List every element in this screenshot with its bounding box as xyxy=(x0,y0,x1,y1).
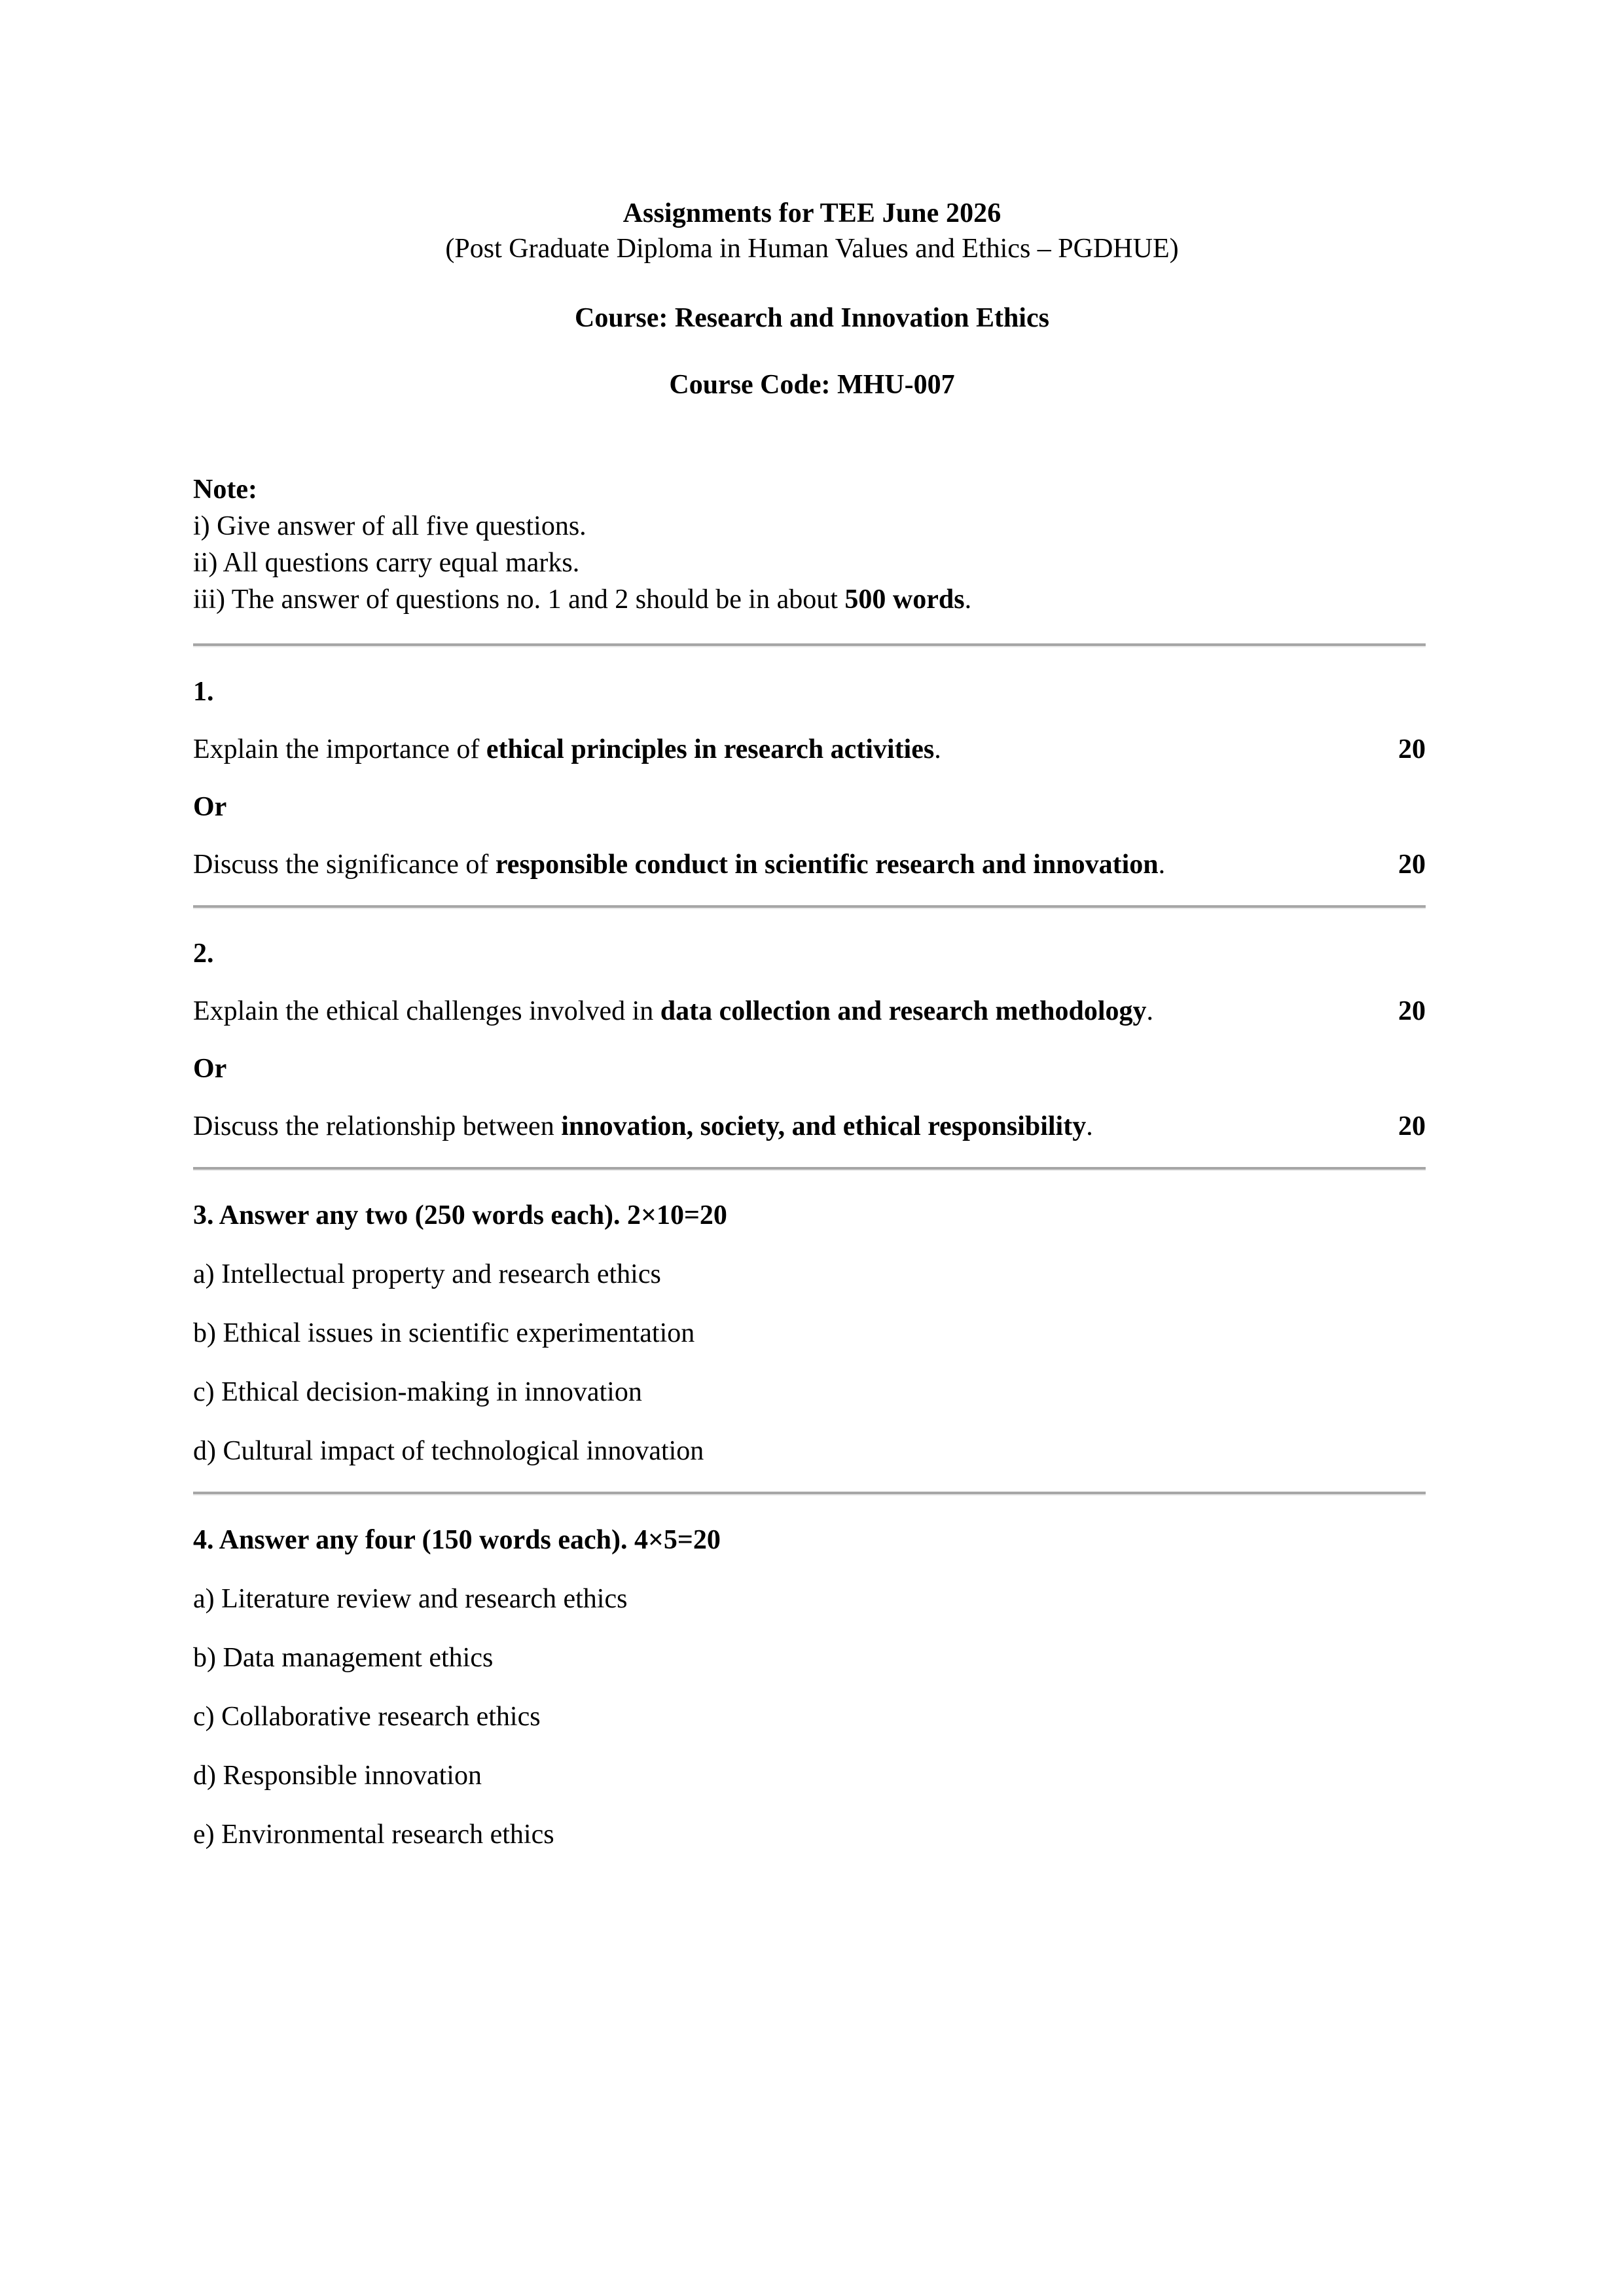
question-1-option-a-suffix: . xyxy=(934,734,941,764)
note-item-iii-prefix: iii) The answer of questions no. 1 and 2 should be in about xyxy=(193,584,845,615)
question-3-heading: 3. Answer any two (250 words each). 2×10=20 xyxy=(193,1200,727,1230)
question-1-option-a-emphasis: ethical principles in research activities xyxy=(486,734,935,764)
question-4-item-a: a) Literature review and research ethics xyxy=(193,1583,628,1614)
question-4-item-e: e) Environmental research ethics xyxy=(193,1819,554,1850)
question-4-item-d: d) Responsible innovation xyxy=(193,1760,482,1791)
programme-subtitle: (Post Graduate Diploma in Human Values and Ethics – PGDHUE) xyxy=(445,233,1179,264)
question-1-option-a-marks: 20 xyxy=(1398,734,1426,764)
note-item-iii-emphasis: 500 words xyxy=(844,584,965,615)
question-4-heading: 4. Answer any four (150 words each). 4×5=20 xyxy=(193,1524,721,1555)
question-4-item-c: c) Collaborative research ethics xyxy=(193,1701,541,1732)
question-2-option-a-prefix: Explain the ethical challenges involved in xyxy=(193,996,660,1026)
question-1-option-a xyxy=(193,734,1426,765)
note-item-iii xyxy=(193,581,1426,618)
question-1-or-label: Or xyxy=(193,791,227,822)
question-2-option-a xyxy=(193,996,1426,1027)
question-3-item-d: d) Cultural impact of technological innovation xyxy=(193,1435,704,1466)
question-1-option-b-emphasis: responsible conduct in scientific research and innovation xyxy=(495,849,1159,880)
document-body xyxy=(193,401,1426,1850)
question-1-option-b-suffix: . xyxy=(1158,849,1166,880)
question-1-option-b xyxy=(193,849,1426,880)
question-1-option-a-text xyxy=(193,734,941,765)
document-header xyxy=(0,0,1624,401)
question-2-block xyxy=(193,938,1426,1142)
question-2-or-label: Or xyxy=(193,1053,227,1084)
question-1-number: 1. xyxy=(193,676,214,707)
question-1-option-b-marks: 20 xyxy=(1398,849,1426,880)
separator-2-wrapper xyxy=(193,880,1426,908)
section-separator xyxy=(193,643,1426,646)
course-name: Course: Research and Innovation Ethics xyxy=(575,302,1049,333)
question-2-option-a-text xyxy=(193,996,1153,1027)
question-1-option-b-prefix: Discuss the significance of xyxy=(193,849,496,880)
section-separator xyxy=(193,905,1426,908)
note-block xyxy=(193,471,1426,619)
question-2-option-b-marks: 20 xyxy=(1398,1111,1426,1141)
separator-3-wrapper xyxy=(193,1142,1426,1170)
question-2-option-a-emphasis: data collection and research methodology xyxy=(660,996,1147,1026)
note-item-iii-suffix: . xyxy=(964,584,972,615)
question-4-block xyxy=(193,1524,1426,1850)
note-item-ii: ii) All questions carry equal marks. xyxy=(193,548,580,579)
question-3-item-c: c) Ethical decision-making in innovation xyxy=(193,1376,642,1407)
note-item-i: i) Give answer of all five questions. xyxy=(193,511,586,541)
question-2-option-b-suffix: . xyxy=(1086,1111,1093,1141)
question-2-option-b-prefix: Discuss the relationship between xyxy=(193,1111,562,1141)
question-1-block xyxy=(193,676,1426,880)
question-2-option-b xyxy=(193,1111,1426,1142)
question-3-block xyxy=(193,1200,1426,1467)
question-4-item-b: b) Data management ethics xyxy=(193,1642,494,1673)
note-label: Note: xyxy=(193,474,257,505)
separator-1-wrapper xyxy=(193,619,1426,646)
course-code: Course Code: MHU-007 xyxy=(669,369,955,400)
question-2-option-b-emphasis: innovation, society, and ethical responsibility xyxy=(561,1111,1087,1141)
question-2-option-b-text xyxy=(193,1111,1093,1142)
question-3-item-a: a) Intellectual property and research ethics xyxy=(193,1259,661,1289)
separator-4-wrapper xyxy=(193,1467,1426,1494)
section-separator xyxy=(193,1167,1426,1170)
question-1-option-b-text xyxy=(193,849,1165,880)
question-2-number: 2. xyxy=(193,938,214,969)
question-3-item-b: b) Ethical issues in scientific experimentation xyxy=(193,1318,695,1348)
question-1-option-a-prefix: Explain the importance of xyxy=(193,734,486,764)
question-2-option-a-marks: 20 xyxy=(1398,996,1426,1026)
page-title: Assignments for TEE June 2026 xyxy=(623,198,1001,228)
question-2-option-a-suffix: . xyxy=(1146,996,1154,1026)
section-separator xyxy=(193,1492,1426,1494)
